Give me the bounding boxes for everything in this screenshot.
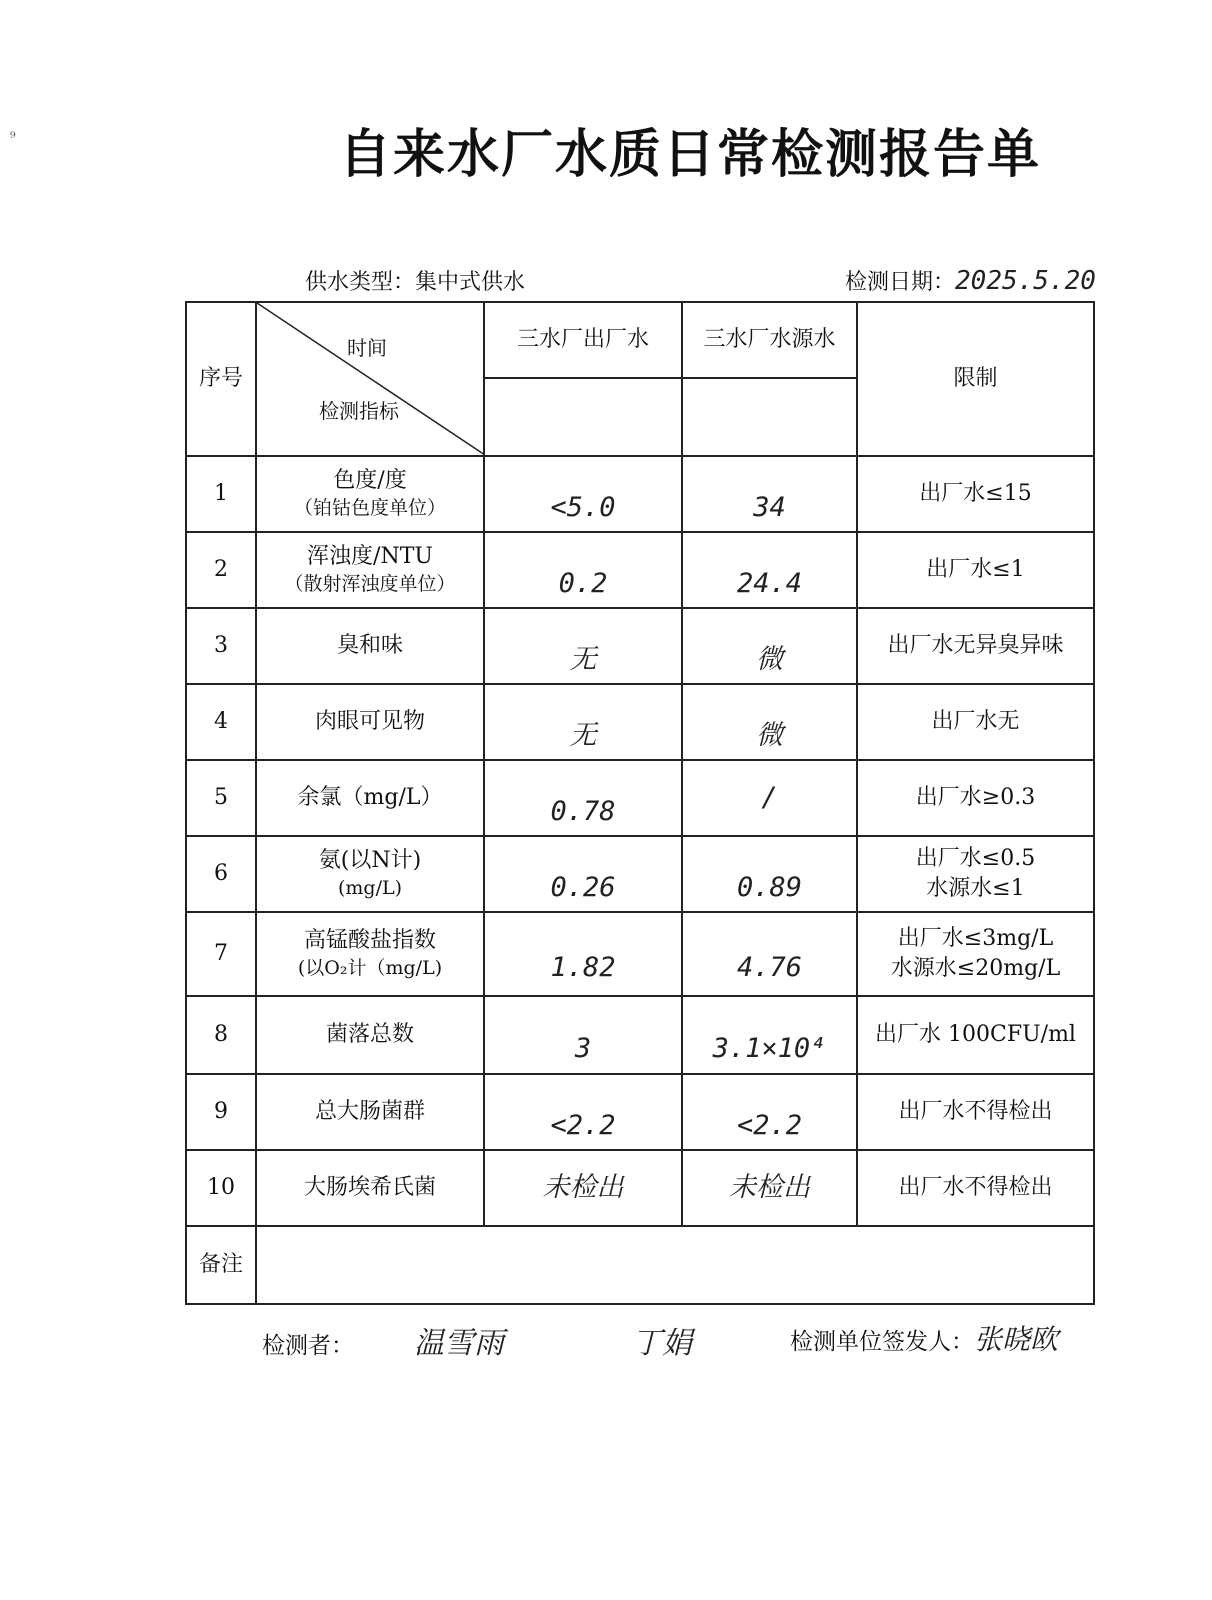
table-row [186, 1150, 1094, 1226]
row-value-source: 微 [682, 608, 857, 684]
row-value-source: 34 [682, 456, 857, 532]
table-row [186, 456, 1094, 532]
row-indicator: 臭和味 [256, 608, 484, 684]
row-value-plant: 无 [484, 608, 682, 684]
date-value: 2025.5.20 [955, 266, 1096, 296]
inspection-date [845, 265, 1096, 296]
row-value-plant: 0.26 [484, 836, 682, 912]
row-value-source: / [682, 760, 857, 836]
row-value-source: 未检出 [682, 1150, 857, 1226]
row-limit: 出厂水≤3mg/L 水源水≤20mg/L [857, 912, 1094, 996]
header-diagonal-cell [256, 302, 484, 456]
row-indicator: 总大肠菌群 [256, 1074, 484, 1150]
row-value-plant: 3 [484, 996, 682, 1074]
inspector-label: 检测者： [262, 1333, 354, 1359]
header-col1-blank [484, 378, 682, 456]
table-row [186, 996, 1094, 1074]
row-indicator: 浑浊度/NTU （散射浑浊度单位） [256, 532, 484, 608]
table-row [186, 912, 1094, 996]
remarks-label: 备注 [186, 1226, 256, 1304]
remarks-row [186, 1226, 1094, 1304]
supply-type-value: 集中式供水 [415, 270, 526, 295]
header-limit: 限制 [857, 302, 1094, 456]
row-no: 2 [186, 532, 256, 608]
header-col2: 三水厂水源水 [682, 302, 857, 378]
row-value-source: 0.89 [682, 836, 857, 912]
table-row [186, 608, 1094, 684]
row-value-plant: 无 [484, 684, 682, 760]
row-value-source: 24.4 [682, 532, 857, 608]
row-value-source: <2.2 [682, 1074, 857, 1150]
issuer-label: 检测单位签发人： [790, 1329, 974, 1355]
report-table [185, 301, 1095, 1305]
row-limit: 出厂水≤1 [857, 532, 1094, 608]
row-indicator: 余氯（mg/L） [256, 760, 484, 836]
row-indicator: 氨(以N计) (mg/L) [256, 836, 484, 912]
inspector-signature-2: 丁娟 [632, 1326, 692, 1361]
row-no: 10 [186, 1150, 256, 1226]
remarks-value [256, 1226, 1094, 1304]
table-row [186, 836, 1094, 912]
row-indicator: 色度/度 （铂钴色度单位） [256, 456, 484, 532]
row-value-source: 微 [682, 684, 857, 760]
inspector-signature-1: 温雪雨 [414, 1326, 504, 1361]
row-no: 4 [186, 684, 256, 760]
header-col2-blank [682, 378, 857, 456]
row-value-source: 3.1×10⁴ [682, 996, 857, 1074]
row-value-plant: <2.2 [484, 1074, 682, 1150]
row-limit: 出厂水不得检出 [857, 1150, 1094, 1226]
row-value-plant: <5.0 [484, 456, 682, 532]
row-no: 7 [186, 912, 256, 996]
row-no: 8 [186, 996, 256, 1074]
row-value-plant: 0.2 [484, 532, 682, 608]
row-limit: 出厂水≤15 [857, 456, 1094, 532]
row-no: 6 [186, 836, 256, 912]
row-no: 9 [186, 1074, 256, 1150]
row-no: 5 [186, 760, 256, 836]
row-no: 3 [186, 608, 256, 684]
date-label: 检测日期： [845, 270, 956, 295]
header-time: 时间 [347, 336, 387, 360]
row-limit: 出厂水 100CFU/ml [857, 996, 1094, 1074]
row-limit: 出厂水不得检出 [857, 1074, 1094, 1150]
table-row [186, 532, 1094, 608]
inspector [262, 1318, 504, 1362]
issuer-signature: 张晓欧 [974, 1323, 1059, 1356]
table-row [186, 1074, 1094, 1150]
row-indicator: 大肠埃希氏菌 [256, 1150, 484, 1226]
supply-type [305, 265, 525, 296]
supply-type-label: 供水类型： [305, 270, 416, 295]
row-limit: 出厂水≤0.5 水源水≤1 [857, 836, 1094, 912]
report-title: 自来水厂水质日常检测报告单 [338, 125, 1041, 185]
table-row [186, 684, 1094, 760]
header-col1: 三水厂出厂水 [484, 302, 682, 378]
table-row [186, 760, 1094, 836]
header-seq: 序号 [186, 302, 256, 456]
header-indicator: 检测指标 [319, 399, 399, 423]
row-limit: 出厂水无异臭异味 [857, 608, 1094, 684]
row-value-plant: 1.82 [484, 912, 682, 996]
diagonal-line [257, 303, 485, 457]
row-no: 1 [186, 456, 256, 532]
row-limit: 出厂水≥0.3 [857, 760, 1094, 836]
issuer [790, 1318, 1058, 1358]
row-value-source: 4.76 [682, 912, 857, 996]
row-value-plant: 未检出 [484, 1150, 682, 1226]
row-indicator: 高锰酸盐指数 (以O₂计（mg/L) [256, 912, 484, 996]
inspector-2 [632, 1318, 692, 1362]
row-value-plant: 0.78 [484, 760, 682, 836]
scan-mark: ⁹ [10, 130, 16, 146]
row-limit: 出厂水无 [857, 684, 1094, 760]
row-indicator: 菌落总数 [256, 996, 484, 1074]
row-indicator: 肉眼可见物 [256, 684, 484, 760]
